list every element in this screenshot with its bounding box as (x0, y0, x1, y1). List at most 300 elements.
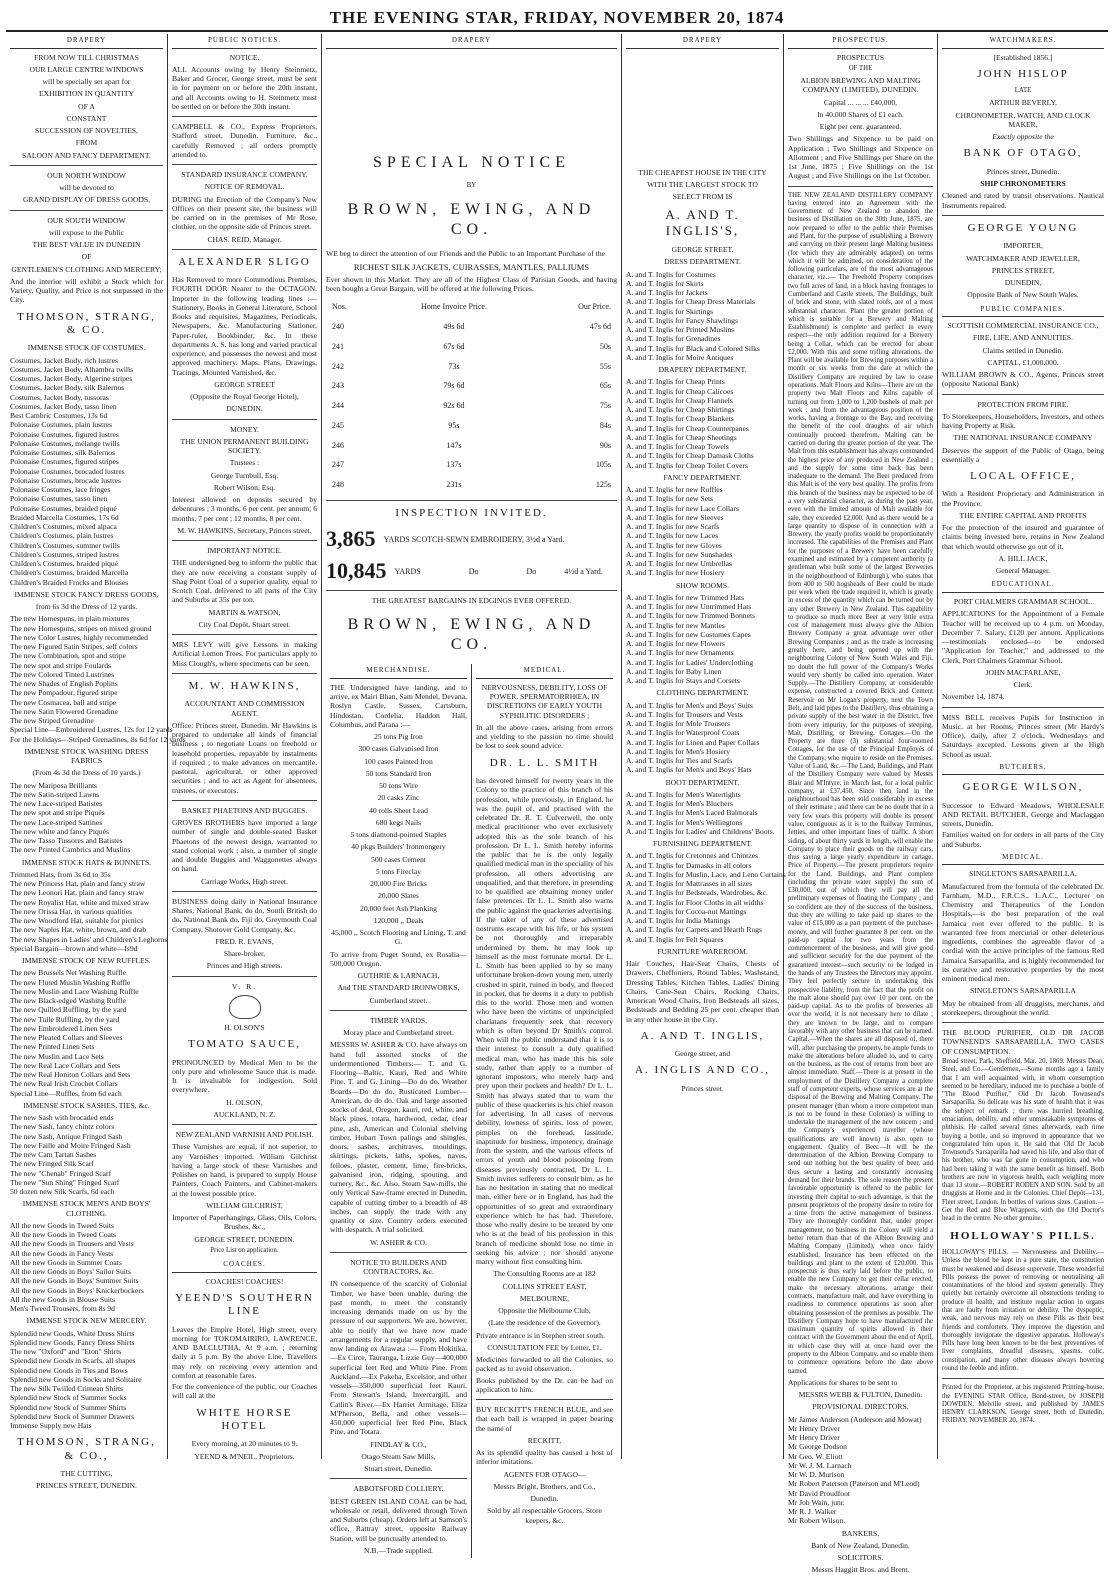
list-item: A. and T. Inglis for Grenadines (626, 334, 721, 344)
table-row (326, 357, 617, 377)
list-item: Trimmed Hats, from 3s 6d to 35s (10, 869, 111, 879)
list-item: Polonaise Costumes, tasso linen (10, 494, 108, 504)
dunedin: DUNEDIN, (1004, 278, 1042, 288)
notice-heading: NOTICE. (229, 52, 260, 62)
olson-sub: TOMATO SAUCE, (188, 1038, 301, 1051)
divider (326, 500, 617, 501)
warehouse-text: Hair Couches, Hair-Seat Chairs, Chests of Drawers, Cheffoniers, Round Tables, Washstand, Dressing Tables, Kitchen Tables, Ladies' Dining Chairs, Cane-Seat Chairs, Rocking Chairs, American Wood Chairs, Iron Bedsteads all sizes, Bedsteads and Bedding 25 per cent. cheaper than in any other house in the City. (626, 959, 779, 1024)
list-item: Polonaise Costumes, figured stripes (10, 457, 119, 467)
smith-rooms (476, 1269, 613, 1327)
list-item: The new Cosmacea, ball and stripe (10, 697, 117, 707)
list-item: A. and T. Inglis for Jackets (626, 288, 708, 297)
apply-text: Applications for shares to be sent to (788, 1377, 898, 1387)
footer-firm: A. AND T. INGLIS, (640, 1029, 765, 1042)
column-drapery-brown-ewing (321, 34, 621, 1555)
money-heading: MONEY. (230, 424, 259, 434)
south-window-block (10, 216, 163, 274)
list-item: A. and T. Inglis for Cocoa-nut Mattings (626, 906, 747, 916)
scottish-heading: SCOTTISH COMMERCIAL INSURANCE CO., (947, 321, 1099, 331)
list-item: Special Line—Ruffles, from 6d each (10, 1088, 122, 1098)
list-item: The new Satin-striped Lawns (10, 789, 100, 799)
union-text: Interest allowed on deposits secured by debentures ; 3 months, 6 per cent. per annum; 6 months, 7 per cent ; 12 months, 8 per cent. (172, 495, 317, 523)
divider (172, 976, 317, 977)
table-cell: 125s (595, 480, 611, 490)
list-item: A. and T. Inglis for Moire Antiques (626, 352, 734, 362)
list-item: Share-broker, (223, 949, 266, 959)
union-heading: THE UNION PERMANENT BUILDING SOCIETY. (180, 436, 309, 456)
merch-items (330, 732, 467, 947)
sligo-text: Has Removed to more Commodious Premises, FOURTH DOOR Nearer to the OCTAGON. Importer in the following leading lines :— Stationery, Books in General Literature, School Books and requisites, Magazines, Periodicals, Newspapers, &c. Manufacturing Stationer, Paper-ruler, Bookbinder, &c. In these departments A. S. has long and varied practical experience, and possesses the newest and most approved machinery. Maps, Plans, Drawings, Tracings, Mounted Varnished, &c. (172, 275, 317, 377)
yeend-text: Leaves the Empire Hotel, High street, every morning for TOKOMAIRIRO, LAWRENCE, AND BALCLUTHA, At 9 a.m. ; returning daily at 5 p.m. By the above Line, Travellers may rely on receiving every attention and comfort at reasonable fares. (172, 1324, 317, 1380)
list-item: A. and T. Inglis for new Laces (626, 531, 719, 541)
list-item: Children's Costumes, mixed alpaca (10, 522, 117, 532)
timber-sign: W. ASHER & CO. (370, 1237, 427, 1247)
list-item: A. and T. Inglis for Mattrasses in all sizes (626, 879, 753, 888)
mens-list (10, 1221, 163, 1314)
list-item: Costumes, Jacket Body, rich lustres (10, 355, 118, 365)
directors-heading: PROVISIONAL DIRECTORS. (812, 1402, 909, 1412)
spacer (626, 53, 779, 165)
list-item: The new Naples Hat, white, brown, and drab (10, 925, 147, 935)
list-item: A. and T. Inglis for new Sleeves (626, 512, 724, 522)
list-item: A. and T. Inglis for Waterproof Coats (626, 728, 740, 738)
list-item: Polonaise Costumes, brocade lustres (10, 475, 121, 485)
list-item: 20,000 feet Ash Planking (360, 903, 437, 913)
divider (172, 891, 317, 892)
list-item: 500 cases Cement (371, 854, 426, 864)
list-item: All the new Goods in Tweed Coats (10, 1230, 117, 1240)
list-item: A. and T. Inglis for Printed Muslins (626, 325, 735, 334)
list-item: A. and T. Inglis for new Trimmed Bonnets (626, 611, 756, 621)
table-cell: 137s (446, 460, 462, 470)
merch-sign (330, 971, 467, 1005)
column-prospectus (783, 34, 937, 1575)
list-item: The new "Oxford" and "Eton" Shirts (10, 1347, 122, 1357)
table-cell: 90s (599, 440, 611, 450)
section-header: PROSPECTUS. (788, 34, 933, 49)
list-item: SALOON AND FANCY DEPARTMENT. (22, 150, 151, 160)
divider (476, 1399, 613, 1400)
divider (942, 707, 1104, 708)
reckitt-agents (476, 1470, 613, 1525)
street: GEORGE STREET. (671, 245, 734, 254)
list-item: Mr Robert Wilson. (788, 1516, 846, 1526)
cheapest-block (626, 168, 779, 202)
list-item: The new Combination, spot and stripe (10, 651, 126, 661)
footer-address: PRINCES STREET, DUNEDIN. (36, 1481, 137, 1491)
list-item: H. OLSON, (226, 1097, 263, 1107)
list-item: THE BEST VALUE IN DUNEDIN (32, 240, 141, 250)
list-item: A. and T. Inglis for Ladies' and Childrens' Boots. (626, 826, 775, 836)
table-cell: 247 (332, 460, 344, 470)
list-item: A. and T. Inglis for Cheap Prints (626, 377, 725, 387)
yeend-text-3: Every morning, at 20 minutes to 9. (191, 1439, 298, 1449)
list-item: Men's Tweed Trousers, from 8s 9d (10, 1304, 115, 1314)
reckitt-note: As its splendid quality has caused a host of inferior imitations. (476, 1448, 613, 1467)
hats-list (10, 869, 168, 953)
vr-mark: V. R. (231, 981, 258, 991)
list-item: The new Muslin and Lace Sets (10, 1051, 104, 1061)
inspection-invited: INSPECTION INVITED. (395, 506, 548, 519)
list-item: A. and T. Inglis for India Mattings (626, 916, 731, 925)
list-item: A. and T. Inglis for Cheap Counterpanes (626, 423, 749, 433)
sligo-heading: ALEXANDER SLIGO (178, 255, 311, 268)
school-heading: PORT CHALMERS GRAMMAR SCHOOL. (953, 597, 1093, 606)
list-item: will expose to the Public (48, 227, 125, 237)
clothing-list (626, 701, 779, 775)
price-rows (326, 317, 617, 495)
list-item: MARTIN & WATSON, (208, 607, 281, 617)
local-office: LOCAL OFFICE, (970, 470, 1076, 483)
mercery-list (10, 1329, 163, 1431)
divider (942, 1378, 1104, 1379)
royal-crest-icon (229, 995, 261, 1019)
yeend-heading: YEEND'S SOUTHERN LINE (175, 1291, 314, 1318)
ship-note: Cleaned and rated by transit observations. Nautical Instruments repaired. (942, 191, 1104, 210)
table-cell: 75s (599, 401, 611, 411)
divider (172, 673, 317, 674)
hawkins-heading: M. W. HAWKINS, (188, 679, 301, 692)
list-item: FRED. R. EVANS, (215, 936, 274, 946)
merch-arrive: To arrive from Puget Sound, ex Rosalia—500,000 Oregon. (330, 949, 467, 968)
table-cell: 231s (446, 480, 462, 490)
divider (172, 164, 317, 165)
column-drapery-thomson (6, 34, 186, 1491)
national-caps: THE ENTIRE CAPITAL AND PROFITS (959, 510, 1087, 520)
list-item: 50 tons Standard Iron (365, 768, 432, 778)
list-item: JOHN MACFARLANE, (985, 667, 1061, 677)
list-item: Mr R. J. Walker (788, 1507, 837, 1517)
list-item: WILLIAM GILCHRIST, (206, 1200, 283, 1210)
list-item: A. and T. Inglis for new Sets (626, 494, 714, 504)
medical-intro: In all the above cases, arising from errors and yielding to the passion no time should be lost to seek sound advice. (476, 722, 613, 751)
fire-text: To Storekeepers, Householders, Investors, and others having Property at Risk. (942, 411, 1104, 431)
boot-heading: BOOT DEPARTMENT. (665, 777, 740, 787)
list-item: A. and T. Inglis for Men's Hosiery (626, 746, 731, 756)
list-item: The new Homespuns, in plain mixtures (10, 614, 130, 624)
young-street: PRINCES STREET, (991, 265, 1055, 275)
by-line: BY (466, 182, 477, 190)
list-item: A. and T. Inglis for Mole Trousers (626, 719, 730, 728)
section-header: MEDICAL. (476, 664, 613, 679)
list-item: A. and T. Inglis for Men's and Boys' Hats (626, 765, 752, 775)
school-date: November 14, 1874. (942, 692, 1005, 702)
table-row (326, 317, 617, 337)
list-item: The new Pleated Collars and Sleeves (10, 1033, 123, 1043)
table-cell: 47s 6d (589, 322, 611, 332)
list-item: The Consulting Rooms are at 182 (493, 1269, 596, 1279)
list-item: GENTLEMEN'S CLOTHING AND MERCERY; (11, 264, 162, 274)
list-item: Mr Robert Paterson (Paterson and M'Leod) (788, 1479, 920, 1489)
list-item: Opposite the Melbourne Club, (498, 1306, 591, 1315)
list-item: George Turnbull, Esq. (210, 470, 279, 480)
table-cell: 241 (332, 341, 344, 351)
list-item: Children's Costumes, braided piqué (10, 559, 119, 569)
bell-ad: MISS BELL receives Pupils for Instruction in Music, at her Rooms, Princes street (Mr Hardy's Office), daily, after 2 o'clock, Wednesdays and Saturdays excepted. Lessons given at the High School as usual. (942, 712, 1104, 759)
list-item: FROM (75, 138, 98, 148)
fancy-list (626, 485, 779, 578)
list-item: The new Satin Flowered Grenadine (10, 706, 118, 716)
list-item: Splendid new Goods in Scarfs, all shapes (10, 1356, 136, 1366)
boot-list (626, 790, 779, 836)
list-item: The new Colored Tinted Lustrines (10, 669, 115, 679)
list-item: Polonaise Costumes, brocaded lustres (10, 466, 125, 476)
prospectus-heading: PROSPECTUS (836, 52, 885, 62)
list-item: Splendid new Stock of Summer Shirts (10, 1402, 127, 1412)
special-notice: SPECIAL NOTICE (373, 153, 570, 171)
dress-heading: DRESS DEPARTMENT. (664, 257, 741, 267)
list-item: 5 tons Fireclay (375, 866, 422, 876)
young-heading: GEORGE YOUNG (967, 221, 1079, 234)
list-item: A. and T. Inglis for Fancy Shawlings (626, 315, 738, 325)
section-header: MEDICAL. (942, 851, 1104, 866)
firm-name: THOMSON, STRANG, & CO. (17, 310, 156, 336)
list-item: The new Princess Hat, plain and fancy straw (10, 879, 146, 889)
list-item: The new Printed Cambrics and Muslins (10, 845, 131, 855)
list-item: Robert Wilson, Esq. (213, 482, 276, 492)
embroidery-qty: 3,865 (326, 526, 376, 552)
sligo-address (172, 380, 317, 414)
table-cell: 248 (332, 480, 344, 490)
section-header: MERCHANDISE. (330, 664, 467, 679)
list-item: All the new Goods in Boys' Summer Suits (10, 1276, 139, 1286)
divider (172, 249, 317, 250)
table-cell: 105s (595, 460, 611, 470)
list-item: The new Leonori Hat, plain and fancy straw (10, 888, 145, 898)
timber-heading: TIMBER YARDS, (369, 1015, 428, 1025)
list-item: A. and T. Inglis for new Mantles (626, 620, 725, 630)
list-item: A. and T. Inglis for Floor Cloths in all widths (626, 897, 764, 907)
list-item: Braided Marcella Costumes, 17s 6d (10, 512, 119, 522)
list-item: A. and T. Inglis for Ties and Scarfs (626, 756, 733, 765)
list-item: Costumes, Jacket Body, silk Balernos (10, 383, 125, 393)
trustees-heading: Trustees : (229, 458, 260, 468)
list-item: Splendid new Goods in Socks and Solitaire (10, 1374, 142, 1384)
hislop-trade: CHRONOMETER, WATCH, AND CLOCK MAKER, (955, 110, 1091, 129)
list-item: 25 tons Pig Iron (374, 732, 423, 742)
table-cell: 65s (599, 381, 611, 391)
list-item: Mr David Proudfoot (788, 1488, 851, 1498)
col-nos: Nos. (332, 302, 347, 312)
list-item: EXHIBITION IN QUANTITY (39, 89, 134, 99)
builders-sign (330, 1440, 467, 1474)
table-cell: 243 (332, 381, 344, 391)
medical-column (471, 664, 617, 1558)
divider (330, 1010, 467, 1011)
table-row (326, 436, 617, 456)
sashes-list (10, 1113, 163, 1196)
list-item: Princes and High streets. (206, 961, 283, 971)
divider (330, 1478, 467, 1479)
list-item: For the Holidays—Striped Grenadines, 8s 6d for 12 yards (10, 734, 186, 744)
divider (172, 800, 317, 801)
mens-heading: IMMENSE STOCK MEN'S AND BOYS' CLOTHING. (22, 1199, 151, 1218)
holloway-text: HOLLOWAY'S PILLS. — Nervousness and Debility.—Unless the blood be kept in a pure state, the constitution must be weakened and disease supervene. These wonderful Pills possess the power of removing or neutralising all contaminations of the blood and system generally. They quietly but certainly overcome all obstructions tending to produce ill health, and institute regular action in organs that are faulty from irritation or debility. The dyspeptic, weak, and nervous may rely on these Pills as their best friends and comforters. They improve the digestion and thoroughly invigorate the digestive apparatus. Holloway's Pills have long been known to be the best preventives of liver complaints, dreadful diseases, spasms, colic, constipation, and many other diseases always hovering round the feeble and infirm. (942, 1249, 1104, 1372)
south-note: And the interior will exhibit a Stock which for Variety, Quality, and Price is not surpassed in the City. (10, 276, 163, 305)
yeend-text-2: For the convenience of the public, our Coaches will call at the (172, 1382, 317, 1401)
wash-sub: (From 4s 3d the Dress of 10 yards.) (32, 768, 141, 778)
coaches-heading: COACHES! COACHES! (205, 1276, 284, 1286)
list-item: (Late the residence of the Governor). (488, 1318, 601, 1328)
list-item: A. and T. Inglis for Cheap Toilet Covers (626, 460, 749, 470)
basket-text: GROVES BROTHERS have imported a large number of single and double-seated Basket Phaetons of the newest design, warranted to stand colonial work ; also, a number of single and double Buggies and Waggonettes always on hand. (172, 818, 317, 874)
list-item: COLLINS STREET EAST, (502, 1281, 587, 1291)
hawkins-sub: ACCOUNTANT AND COMMISSION AGENT. (184, 699, 305, 718)
section-header: DRAPERY (10, 34, 163, 49)
levy-ad: MRS LEVY will give Lessons in making Artificial Lemon Trees. For particulars apply to Miss Clough's, where specimens can be seen. (172, 640, 317, 668)
list-item: A. and T. Inglis for Men's Wellingtons (626, 817, 743, 827)
list-item: A. and T. Inglis for Ladies' Underclothing (626, 657, 754, 667)
list-item: The new Fluted Muslin Washing Ruffle (10, 977, 131, 987)
school-sign (942, 668, 1104, 690)
list-item: A. and T. Inglis for Men's and Boys' Suits (626, 700, 753, 710)
list-item: The new Royalist Hat, white and mixed straw (10, 897, 150, 907)
townsend-text: Broad street, Park, Sheffield, Mar. 20, 1869. Messrs Dean, Steel, and Co.—Gentlemen,—Some months ago a family that I am well acquainted with, in whom consumption seemed to be hereditary, induced me to purchase a bottle of "The Blood Purifier," Old Dr Jacob Townsend's Sarsaparilla. So delicate was his state of health that it was the subject of remark ; there was hurried breathing, emaciation, debility, and other unmistakable symptoms of phthisis. He called several times afterwards, each time buying a bottle, and so improved in appearance that we congratulated him upon it. He said that Old Dr Jacob Townsend's Sarsaparilla had saved his life, and also that of his brother, who was far gone in consumption, and who had been taking it with the same benefit as himself. Both brothers are now in vigorous health, each weighing more than 13 stone.—ROBERT RODEN AND SON. Sold by all druggists at Home and in the Colonies. Chief Depôt—131, Fleet street, London. In bottles of various sizes. Caution.—Get the Red and Blue Wrappers, with the Old Doctor's head in the centre. No other genuine. (942, 1057, 1104, 1223)
wash-heading: IMMENSE STOCK WASHING DRESS FABRICS (24, 746, 149, 766)
section-header: PUBLIC NOTICES. (172, 34, 317, 49)
wilson-note: Families waited on for orders in all parts of the City and Suburbs. (942, 830, 1104, 849)
scottish-claims: Claims settled in Dunedin. (982, 345, 1064, 355)
list-item: Children's Costumes, striped lustres (10, 549, 119, 559)
list-item: A. and T. Inglis for new Umbrellas (626, 559, 733, 568)
list-item: A. and T. Inglis for new Flowers (626, 639, 725, 648)
list-item: CONSTANT (66, 113, 107, 123)
list-item: The new Lace-striped Batistes (10, 799, 103, 809)
list-item: Messrs Bright, Brothers, and Co., (493, 1481, 596, 1491)
costumes-list (10, 356, 163, 587)
list-item: 20,000 Slates (378, 891, 419, 901)
yeend-hotel: WHITE HORSE HOTEL (196, 1406, 293, 1433)
section-header: WATCHMAKERS. (942, 34, 1104, 49)
list-item: A. and T. Inglis for new Lace Collars (626, 503, 739, 513)
colliery-text: BEST GREEN ISLAND COAL can be had, wholesale or retail, delivered through Town and Suburbs (cheap). Orders left at Samson's office, Rattray street, opposite Railway Station, will be punctually attended to. (330, 1496, 467, 1543)
list-item: The new Brussels Net Washing Ruffle (10, 968, 127, 978)
show-heading: SHOW ROOMS. (675, 580, 730, 590)
national-note: Deserves the support of the Public of Otago, being essentially a (942, 445, 1104, 464)
campbell-ad: CAMPBELL & CO., Express Proprietors, Stafford street, Dunedin. Furniture, &c., carefully Removed ; all orders promptly attended to. (172, 122, 317, 159)
list-item: MELBOURNE, (519, 1293, 570, 1303)
list-item: A. and T. Inglis for Men's Laced Balmorals (626, 808, 758, 818)
fancy-list (10, 614, 186, 744)
price-table (326, 297, 617, 495)
yeend-sign: YEEND & M'NEIL, Proprietors. (194, 1451, 295, 1461)
table-cell: 49s 6d (443, 322, 465, 332)
list-item: AGENTS FOR OTAGO— (503, 1469, 586, 1479)
list-item: Importer of Paperhangings, Glass, Oils, Colors, Brushes, &c., (172, 1213, 317, 1232)
section-header: COACHES. (172, 1258, 317, 1273)
embroidery-qty: 10,845 (326, 558, 387, 584)
list-item: A. and T. Inglis for Muslin, Lace, and Leno Curtains (626, 869, 786, 879)
townsend-heading: THE BLOOD PURIFIER, OLD DR JACOB TOWNSEND'S SARSAPARILLA. TWO CASES OF CONSUMPTION. (942, 1028, 1104, 1056)
list-item: The new Woodford Hat, suitable for picnics (10, 916, 144, 926)
list-item: Special Line—Embroidered Lustres, 12s for 12 yards (10, 725, 173, 735)
firm-name: A. AND T. INGLIS'S, (665, 207, 740, 239)
headline: RICHEST SILK JACKETS, CUIRASSES, MANTLES, PALLIUMS (353, 261, 590, 272)
table-cell: 92s 6d (443, 401, 465, 411)
ruffles-heading: IMMENSE STOCK OF NEW RUFFLES. (22, 956, 151, 966)
list-item: A. and T. Inglis for Cheap Shirtings (626, 405, 735, 414)
national-body: With a Resident Proprietary and Administration in the Province. (942, 489, 1104, 508)
list-item: A. and T. Inglis for Cheap Flannels (626, 395, 733, 405)
divider (10, 210, 163, 211)
column-watchmakers (937, 34, 1108, 1459)
important-text: THE undersigned beg to inform the public that they are now receiving a constant supply of Shag Point Coal of a superior quality, equal to Scotch Coal, delivered to all parts of the City and Suburbs at 35s per ton. (172, 558, 317, 605)
list-item: The new Homespuns, stripes on mixed ground (10, 623, 152, 633)
insurance-text: DURING the Erection of the Company's New Offices on their present site, the business will be carried on in the premises of Mr Rose, clothier, on the opposite side of Princes street. (172, 194, 317, 232)
list-item: Stuart street, Dunedin. (364, 1464, 433, 1474)
established: [Established 1856.] (993, 52, 1053, 62)
list-item: The new spot and stripe Foulards (10, 660, 112, 670)
list-item: Children's Braided Frocks and Blouses (10, 577, 129, 587)
table-row (326, 396, 617, 416)
furnish-list (626, 851, 786, 944)
divider (172, 116, 317, 117)
list-item: The new "Sun Shing" Fringed Scarf (10, 1177, 120, 1187)
list-item: OF A (78, 101, 95, 111)
divider (172, 1124, 317, 1125)
table-cell: 55s (599, 361, 611, 371)
divider (10, 165, 163, 166)
list-item: Dunedin. (530, 1494, 559, 1503)
opposite: Exactly opposite the (992, 132, 1054, 142)
consult-note: Medicines forwarded to all the Colonies, so packed as to avoid observation. (476, 1355, 613, 1374)
list-item: The new Quilled Ruffling, by the yard (10, 1005, 127, 1015)
builders-text: IN consequence of the scarcity of Colonial Timber, we have been unable, during the past month, to meet the constantly increasing demands made on us by the pressure of our supporters. We are, however, able to notify that we have now made arrangements for a regular supply, and have now landing ex Arawata :— From Hokitika.—Ex Circe, Tauranga, Lizzie Guy—400,000 superficial feet Red and White Pine. From Auckland.—Ex Pakeha, Excelsior, and other vessels—350,000 superficial feet Kauri. From Stewart's Island, Invercargill, and Catlin's River.—Ex Harriet Armitage, Eliza M'Pherson, Bella, and other vessels—450,000 superficial feet Red Pine, Black Pine, and Totara. (330, 1279, 467, 1437)
list-item: A. and T. Inglis for Cheap Towels (626, 442, 729, 451)
list-item: City Coal Depôt, Stuart street. (198, 619, 291, 629)
olson-sign (172, 1098, 317, 1120)
list-item: A. and T. Inglis for new Hosiery (626, 568, 725, 578)
merchandise-column (326, 664, 471, 1558)
list-item: 40 rolls Sheet Lead (369, 805, 428, 815)
national-heading: THE NATIONAL INSURANCE COMPANY (953, 433, 1093, 443)
lower-split (326, 664, 617, 1558)
solicitors-heading: SOLICITORS. (837, 1553, 884, 1563)
body-text: Ever shown in this Market. They are all of the Highest Class of Parisian Goods, and having been bought a Great Bargain, will be offered at the following Prices. (326, 274, 617, 294)
varnish-heading: NEW ZEALAND VARNISH AND POLISH. (175, 1130, 314, 1139)
embroidery-do: Do (526, 566, 537, 576)
union-sign: M. W. HAWKINS, Secretary, Princes street. (177, 525, 312, 535)
list-item: A. and T. Inglis for Skirts (626, 278, 704, 288)
reckitt-name: RECKITT, (527, 1435, 562, 1445)
intro-text: WE beg to direct the attention of our Friends and the Public to an Important Purchase of the (326, 249, 605, 259)
colliery-note: N.B.—Trade supplied. (364, 1545, 433, 1555)
list-item: THE CHEAPEST HOUSE IN THE CITY (638, 167, 767, 177)
list-item: 5 tons diamond-pointed Staples (350, 830, 447, 840)
drapery-heading: DRAPERY DEPARTMENT. (658, 365, 747, 374)
list-item: A. and T. Inglis for Cheap Dress Materials (626, 297, 755, 307)
holloway-heading: HOLLOWAY'S PILLS. (950, 1229, 1096, 1242)
directors-list (788, 1415, 933, 1526)
divider (172, 634, 317, 635)
solicitors: Messrs Haggitt Bros. and Brent. (811, 1565, 910, 1575)
section-header: BUTCHERS. (942, 761, 1104, 776)
table-cell: 73s (448, 361, 460, 371)
young-opposite: Opposite Bank of New South Wales. (967, 290, 1079, 300)
list-item: Polonaise Costumes, figured lustres (10, 429, 119, 439)
smith-private: Private entrance is in Stephen street south. (476, 1330, 605, 1340)
list-item: Mr Geo. W. Eliott (788, 1451, 843, 1461)
divider (172, 540, 317, 541)
princes-street: Princes street, Dunedin. (986, 166, 1060, 176)
list-item: The new Real Honiton Collars and Sets (10, 1070, 131, 1080)
list-item: Otago Steam Saw Mills, (361, 1451, 436, 1461)
list-item: The new Lace-striped Sattines (10, 817, 103, 827)
list-item: A. and T. Inglis for new Gloves (626, 540, 722, 550)
list-item: Mr Henry Driver (788, 1433, 840, 1443)
list-item: Mr W. D. Murison (788, 1470, 845, 1480)
wilson-text: Successor to Edward Meadows, WHOLESALE AND RETAIL BUTCHER, George and Maclaggan streets, Dunedin. (942, 800, 1104, 829)
